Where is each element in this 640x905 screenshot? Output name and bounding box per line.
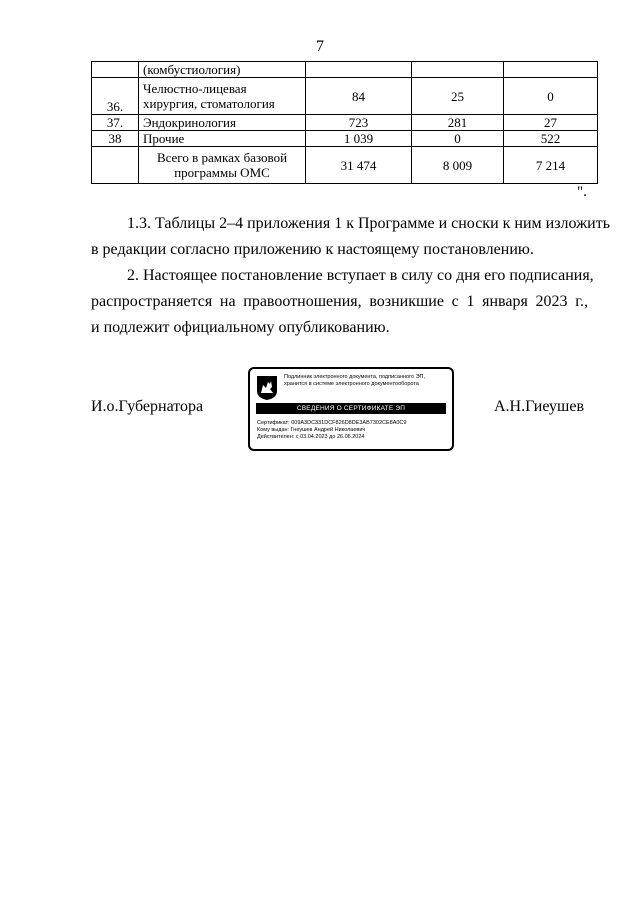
row-number: 36. [92, 78, 139, 115]
row-value: 8 009 [412, 147, 504, 184]
coat-of-arms-icon [256, 375, 278, 401]
stamp-header [284, 374, 452, 388]
row-value: 522 [504, 131, 598, 147]
row-name: (комбустиология) [139, 62, 306, 78]
certificate-validity: Действителен: с 03.04.2023 до 26.06.2024 [257, 434, 365, 440]
stamp-title-bar: СВЕДЕНИЯ О СЕРТИФИКАТЕ ЭП [256, 403, 446, 414]
row-name: Челюстно-лицевая хирургия, стоматология [139, 78, 306, 115]
row-value: 281 [412, 115, 504, 131]
certificate-number: Сертификат: 009A3DC331DCF826D8DE3AB7302CE8A0C9 [257, 420, 407, 426]
row-number: 37. [92, 115, 139, 131]
certificate-owner: Кому выдан: Гнеушев Андрей Николаевич [257, 427, 366, 433]
row-value: 31 474 [306, 147, 412, 184]
electronic-signature-stamp [248, 367, 454, 451]
paragraph-line: 2. Настоящее постановление вступает в силу со дня его подписания, [127, 267, 594, 284]
table-row [92, 78, 598, 115]
stamp-details [257, 420, 406, 441]
row-value: 723 [306, 115, 412, 131]
row-value [412, 62, 504, 78]
row-value [504, 62, 598, 78]
row-name: Эндокринология [139, 115, 306, 131]
row-value: 7 214 [504, 147, 598, 184]
row-value: 84 [306, 78, 412, 115]
row-value: 0 [412, 131, 504, 147]
row-name: Прочие [139, 131, 306, 147]
table-row [92, 62, 598, 78]
closing-quote: ". [577, 184, 587, 200]
page-number: 7 [316, 38, 324, 55]
paragraph-line: и подлежит официальному опубликованию. [91, 319, 390, 336]
paragraph-line: в редакции согласно приложению к настоящему постановлению. [91, 241, 534, 258]
row-number: 38 [92, 131, 139, 147]
row-value: 27 [504, 115, 598, 131]
signatory-name: А.Н.Гиеушев [494, 398, 584, 415]
row-value: 1 039 [306, 131, 412, 147]
paragraph-line: распространяется на правоотношения, возникшие с 1 января 2023 г., [91, 293, 588, 310]
services-table [91, 61, 598, 184]
paragraph-line: 1.3. Таблицы 2–4 приложения 1 к Программе и сноски к ним изложить [127, 215, 611, 232]
row-value [306, 62, 412, 78]
table-row-total [92, 147, 598, 184]
row-number [92, 62, 139, 78]
row-value: 25 [412, 78, 504, 115]
row-name: Всего в рамках базовой программы ОМС [139, 147, 306, 184]
paragraph-1 [91, 211, 611, 263]
table-row [92, 131, 598, 147]
stamp-header-line: хранится в системе электронного документооборота [284, 381, 419, 387]
table-row [92, 115, 598, 131]
row-number [92, 147, 139, 184]
paragraph-2 [91, 263, 594, 341]
stamp-header-line: Подлинник электронного документа, подписанного ЭП, [284, 374, 426, 380]
row-value: 0 [504, 78, 598, 115]
signatory-position: И.о.Губернатора [91, 398, 204, 415]
